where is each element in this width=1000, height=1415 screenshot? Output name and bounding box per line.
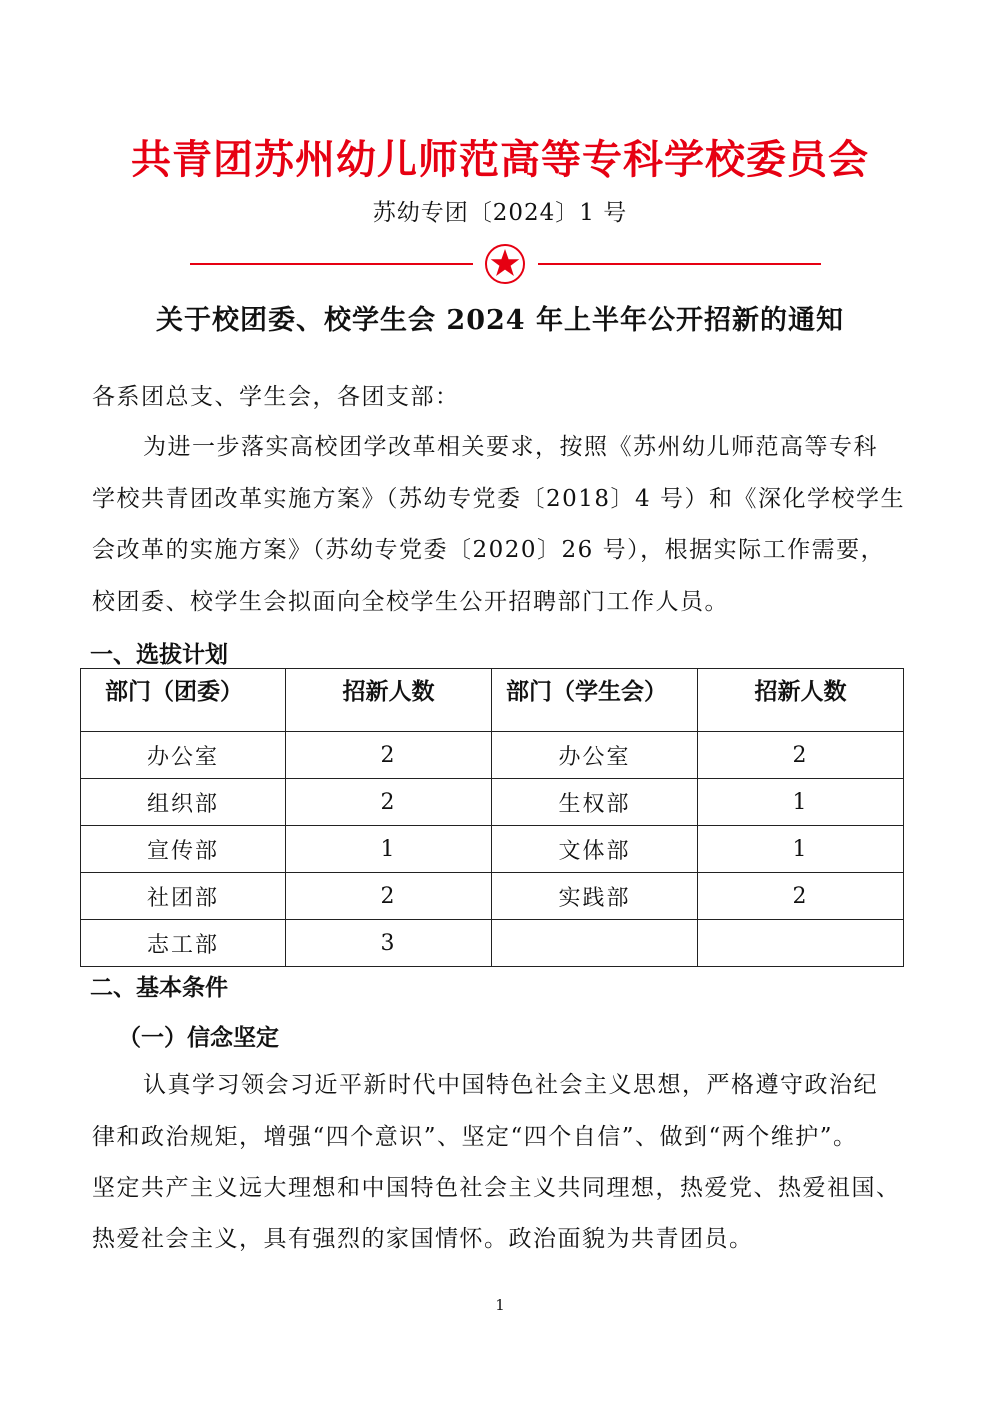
salutation: 各系团总支、学生会，各团支部：	[92, 384, 460, 410]
table-cell: 实践部	[492, 873, 698, 920]
table-cell	[492, 920, 698, 967]
section2-heading: 二、基本条件	[90, 975, 228, 1001]
table-cell: 1	[698, 826, 904, 873]
intro-line-4: 校团委、校学生会拟面向全校学生公开招聘部门工作人员。	[92, 589, 729, 615]
red-divider-right	[538, 263, 821, 265]
table-cell: 组织部	[81, 779, 286, 826]
red-divider-left	[190, 263, 473, 265]
table-cell: 志工部	[81, 920, 286, 967]
organization-title: 共青团苏州幼儿师范高等专科学校委员会	[131, 137, 869, 183]
table-row	[81, 920, 904, 967]
sub1-line-4: 热爱社会主义，具有强烈的家国情怀。政治面貌为共青团员。	[92, 1226, 754, 1252]
table-cell	[698, 920, 904, 967]
table-row	[81, 826, 904, 873]
intro-line-3: 会改革的实施方案》（苏幼专党委〔2020〕26 号），根据实际工作需要，	[92, 537, 886, 563]
red-star-icon	[484, 243, 526, 285]
sub1-line-2: 律和政治规矩，增强“四个意识”、坚定“四个自信”、做到“两个维护”。	[92, 1124, 858, 1150]
header-count-union: 招新人数	[698, 669, 904, 732]
table-cell: 2	[698, 732, 904, 779]
notice-title: 关于校团委、校学生会 2024 年上半年公开招新的通知	[156, 305, 844, 336]
table-header-row	[81, 669, 904, 732]
table-cell: 1	[286, 826, 492, 873]
table-cell: 文体部	[492, 826, 698, 873]
table-cell: 2	[286, 779, 492, 826]
table-cell: 办公室	[492, 732, 698, 779]
recruitment-plan-table	[80, 668, 904, 967]
document-number: 苏幼专团〔2024〕1 号	[372, 200, 628, 226]
intro-line-2: 学校共青团改革实施方案》（苏幼专党委〔2018〕4 号）和《深化学校学生	[92, 486, 905, 512]
table-row	[81, 779, 904, 826]
table-cell: 办公室	[81, 732, 286, 779]
table-cell: 2	[286, 873, 492, 920]
table-row	[81, 732, 904, 779]
section1-heading: 一、选拔计划	[90, 642, 228, 668]
table-cell: 1	[698, 779, 904, 826]
sub1-line-3: 坚定共产主义远大理想和中国特色社会主义共同理想，热爱党、热爱祖国、	[92, 1175, 901, 1201]
intro-line-1: 为进一步落实高校团学改革相关要求，按照《苏州幼儿师范高等专科	[143, 434, 878, 460]
header-dept-league: 部门（团委）	[81, 669, 286, 732]
page-number: 1	[495, 1296, 505, 1314]
table-cell: 2	[698, 873, 904, 920]
table-row	[81, 873, 904, 920]
table-cell: 3	[286, 920, 492, 967]
table-cell: 生权部	[492, 779, 698, 826]
table-cell: 2	[286, 732, 492, 779]
table-cell: 宣传部	[81, 826, 286, 873]
table-cell: 社团部	[81, 873, 286, 920]
header-count-league: 招新人数	[286, 669, 492, 732]
sub1-heading: （一）信念坚定	[118, 1025, 279, 1051]
header-dept-union: 部门（学生会）	[492, 669, 698, 732]
sub1-line-1: 认真学习领会习近平新时代中国特色社会主义思想，严格遵守政治纪	[143, 1072, 878, 1098]
